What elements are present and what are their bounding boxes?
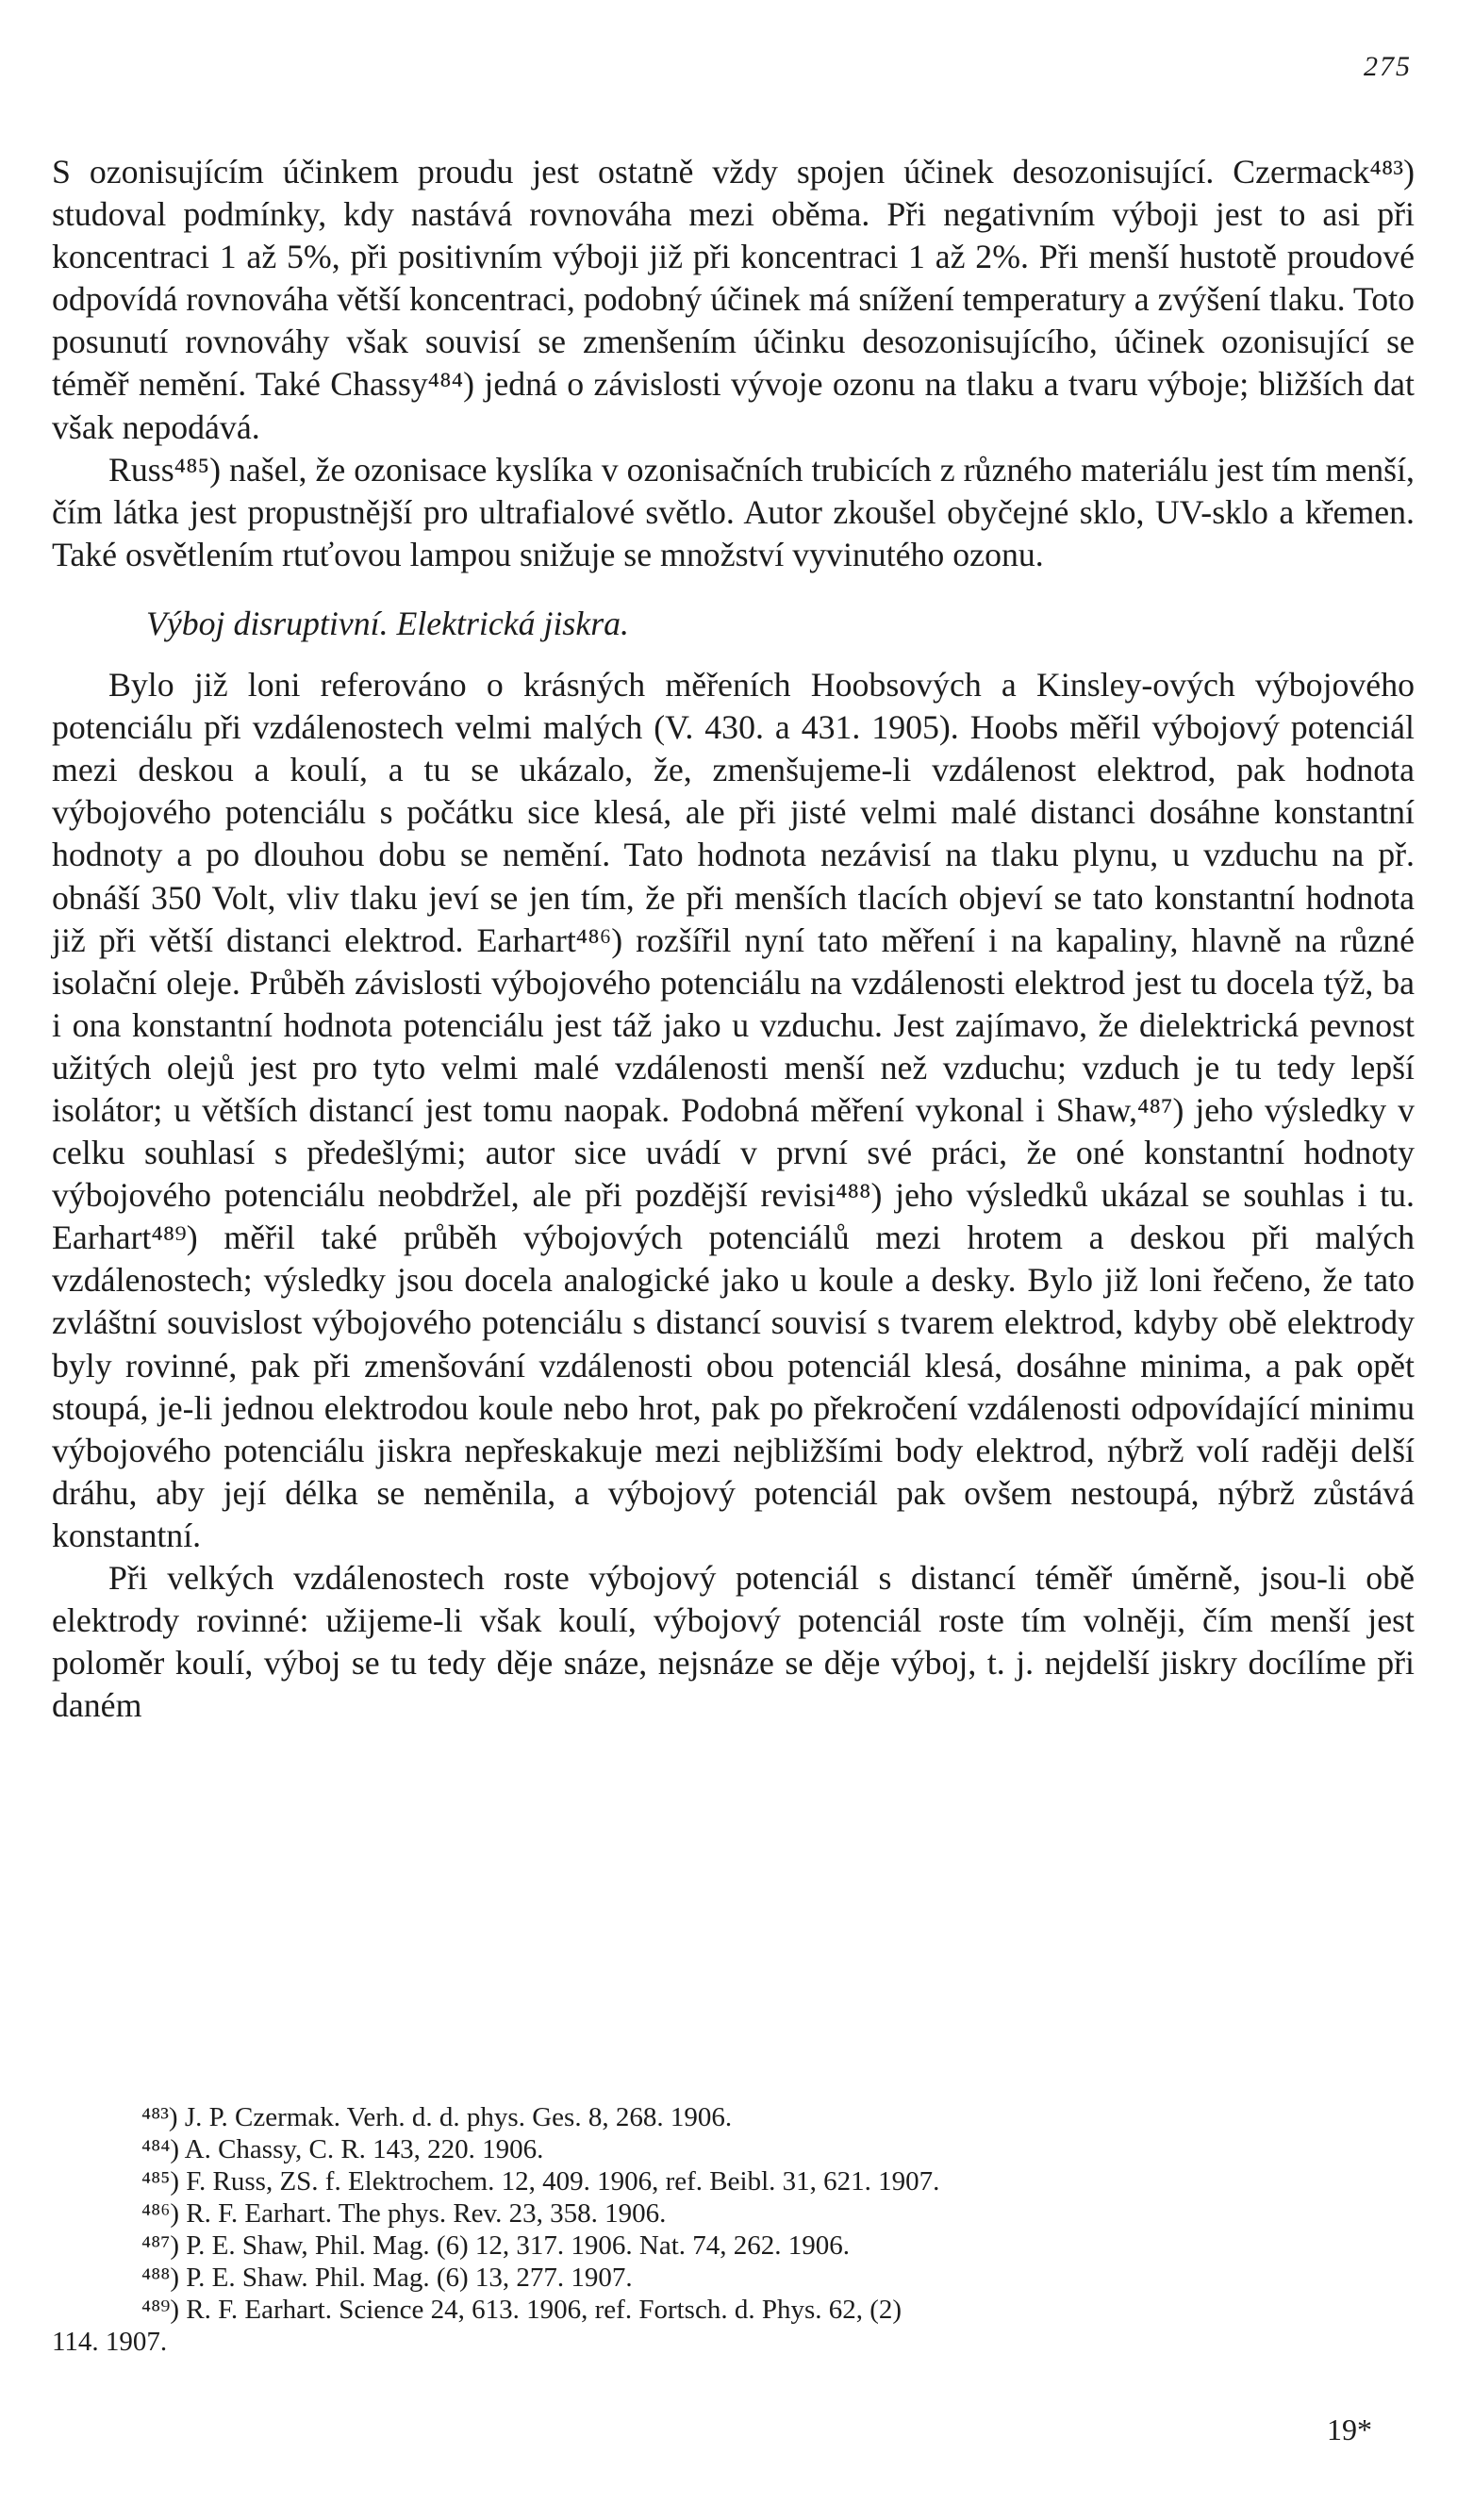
section-heading: Výboj disruptivní. Elektrická jiskra. [146, 604, 629, 642]
paragraph-2: Russ⁴⁸⁵) našel, že ozonisace kyslíka v ozonisačních trubicích z různého materiálu jest tím menší, čím látka jest propustnější pro ultrafialové světlo. Autor zkoušel obyčejné sklo, UV-sklo a křemen. Také osvětlením rtuťovou lampou snižuje se množství vyvinutého ozonu. [52, 450, 1415, 573]
footnote-486: ⁴⁸⁶) R. F. Earhart. The phys. Rev. 23, 358. 1906. [141, 2198, 667, 2229]
footnote-489: ⁴⁸⁹) R. F. Earhart. Science 24, 613. 1906, ref. Fortsch. d. Phys. 62, (2) [141, 2295, 902, 2325]
footnote-487: ⁴⁸⁷) P. E. Shaw, Phil. Mag. (6) 12, 317. 1906. Nat. 74, 262. 1906. [141, 2230, 851, 2261]
footnote-485: ⁴⁸⁵) F. Russ, ZS. f. Elektrochem. 12, 409. 1906, ref. Beibl. 31, 621. 1907. [141, 2166, 940, 2197]
footnote-483: ⁴⁸³) J. P. Czermak. Verh. d. d. phys. Ges. 8, 268. 1906. [141, 2102, 733, 2132]
footnote-489-continuation: 114. 1907. [52, 2327, 168, 2357]
paragraph-4: Při velkých vzdálenostech roste výbojový potenciál s distancí téměř úměrně, jsou-li obě elektrody rovinné: užijeme-li však koulí, výbojový potenciál roste tím volněji, čím menší jest poloměr koulí, výboj se tu tedy děje snáze, nejsnáze se děje výboj, t. j. nejdelší jiskry docílíme při daném [52, 1559, 1415, 1725]
paragraph-3: Bylo již loni referováno o krásných měřeních Hoobsových a Kinsley-ových výbojového potenciálu při vzdálenostech velmi malých (V. 430. a 431. 1905). Hoobs měřil výbojový potenciál mezi deskou a koulí, a tu se ukázalo, že, zmenšujeme-li vzdálenost elektrod, pak hodnota výbojového potenciálu s počátku sice klesá, ale při jisté velmi malé distanci dosáhne konstantní hodnoty a po dlouhou dobu se nemění. Tato hodnota nezávisí na tlaku plynu, u vzduchu na př. obnáší 350 Volt, vliv tlaku jeví se jen tím, že při menších tlacích objeví se tato konstantní hodnota již při větší distanci elektrod. Earhart⁴⁸⁶) rozšířil nyní tato měření i na kapaliny, hlavně na různé isolační oleje. Průběh závislosti výbojového potenciálu na vzdálenosti elektrod jest tu docela týž, ba i ona konstantní hodnota potenciálu jest táž jako u vzduchu. Jest zajímavo, že dielektrická pevnost užitých olejů jest pro tyto velmi malé vzdálenosti menší než vzduchu; vzduch je tu tedy lepší isolátor; u větších distancí jest tomu naopak. Podobná měření vykonal i Shaw,⁴⁸⁷) jeho výsledky v celku souhlasí s předešlými; autor sice uvádí v první své práci, že oné konstantní hodnoty výbojového potenciálu neobdržel, ale při pozdější revisi⁴⁸⁸) jeho výsledků ukázal se souhlas i tu. Earhart⁴⁸⁹) měřil také průběh výbojových potenciálů mezi hrotem a deskou při malých vzdálenostech; výsledky jsou docela analogické jako u koule a desky. Bylo již loni řečeno, že tato zvláštní souvislost výbojového potenciálu s distancí souvisí s tvarem elektrod, kdyby obě elektrody byly rovinné, pak při zmenšování vzdálenosti obou potenciál klesá, dosáhne minima, a pak opět stoupá, je-li jednou elektrodou koule nebo hrot, pak po překročení vzdálenosti odpovídající minimu výbojového potenciálu jiskra nepřeskakuje mezi nejbližšími body elektrod, nýbrž volí raději delší dráhu, aby její délka se neměnila, a výbojový potenciál pak ovšem nestoupá, nýbrž zůstává konstantní. [52, 666, 1415, 1554]
footnotes [52, 2101, 1415, 2358]
footnote-484: ⁴⁸⁴) A. Chassy, C. R. 143, 220. 1906. [141, 2134, 544, 2164]
body-text [52, 151, 1415, 1727]
footnote-488: ⁴⁸⁸) P. E. Shaw. Phil. Mag. (6) 13, 277. 1907. [141, 2263, 633, 2293]
paragraph-1: S ozonisujícím účinkem proudu jest ostatně vždy spojen účinek desozonisující. Czermack⁴⁸³) studoval podmínky, kdy nastává rovnováha mezi oběma. Při negativním výboji jest to asi při koncentraci 1 až 5%, při positivním výboji již při koncentraci 1 až 2%. Při menší hustotě proudové odpovídá rovnováha větší koncentraci, podobný účinek má snížení temperatury a zvýšení tlaku. Toto posunutí rovnováhy však souvisí se zmenšením účinku desozonisujícího, účinek ozonisující se téměř nemění. Také Chassy⁴⁸⁴) jedná o závislosti vývoje ozonu na tlaku a tvaru výboje; bližších dat však nepodává. [52, 153, 1415, 446]
page-number: 275 [1364, 51, 1412, 82]
sheet-signature: 19* [1327, 2412, 1372, 2446]
